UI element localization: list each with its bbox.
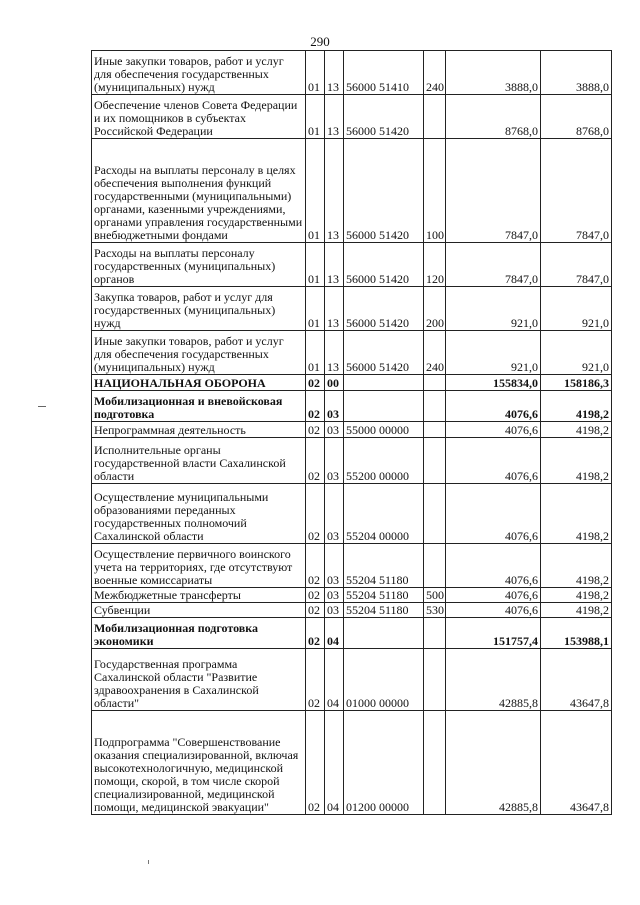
row-amount-year2: 153988,1 [541,618,612,649]
row-name: Государственная программа Сахалинской области "Развитие здравоохранения в Сахалинской области" [92,649,306,711]
row-amount-year2: 4198,2 [541,588,612,603]
row-expense-type [424,711,446,815]
row-expense-type [424,422,446,438]
row-amount-year2: 4198,2 [541,603,612,618]
row-amount-year1: 921,0 [446,331,541,375]
row-name: Мобилизационная подготовка экономики [92,618,306,649]
row-amount-year1: 3888,0 [446,51,541,95]
row-amount-year2: 4198,2 [541,391,612,422]
table-row [92,95,612,139]
row-amount-year1: 42885,8 [446,649,541,711]
row-amount-year2: 158186,3 [541,375,612,391]
row-target-article [344,391,424,422]
row-amount-year2: 3888,0 [541,51,612,95]
row-name: Осуществление муниципальными образованиями переданных государственных полномочий Сахалинской области [92,484,306,544]
row-expense-type [424,649,446,711]
row-target-article: 01200 00000 [344,711,424,815]
table-row [92,618,612,649]
row-subsection-code: 04 [325,618,344,649]
row-section-code: 02 [306,484,325,544]
row-amount-year2: 4198,2 [541,484,612,544]
row-subsection-code: 13 [325,95,344,139]
row-amount-year1: 151757,4 [446,618,541,649]
row-section-code: 01 [306,331,325,375]
row-expense-type [424,618,446,649]
row-section-code: 02 [306,438,325,484]
budget-table-body [92,51,612,815]
row-subsection-code: 04 [325,711,344,815]
row-subsection-code: 03 [325,484,344,544]
row-section-code: 02 [306,422,325,438]
row-name: Закупка товаров, работ и услуг для государственных (муниципальных) нужд [92,287,306,331]
row-section-code: 02 [306,618,325,649]
row-subsection-code: 03 [325,391,344,422]
row-section-code: 02 [306,603,325,618]
row-target-article: 55000 00000 [344,422,424,438]
row-name: Обеспечение членов Совета Федерации и их помощников в субъектах Российской Федерации [92,95,306,139]
scan-mark [38,406,46,407]
row-section-code: 02 [306,544,325,588]
row-name: Расходы на выплаты персоналу в целях обеспечения выполнения функций государственными (муниципальными) органами, казенными учреждениями, органами управления государственными внебюджетными фондами [92,139,306,243]
row-amount-year2: 921,0 [541,331,612,375]
row-amount-year1: 7847,0 [446,139,541,243]
row-expense-type: 500 [424,588,446,603]
row-section-code: 02 [306,649,325,711]
row-section-code: 02 [306,588,325,603]
row-target-article: 55204 51180 [344,588,424,603]
row-target-article: 56000 51420 [344,139,424,243]
row-amount-year1: 8768,0 [446,95,541,139]
table-row [92,243,612,287]
row-subsection-code: 13 [325,287,344,331]
row-amount-year2: 8768,0 [541,95,612,139]
row-section-code: 01 [306,95,325,139]
page-number: 290 [310,34,330,49]
row-name: Субвенции [92,603,306,618]
table-row [92,588,612,603]
row-amount-year1: 921,0 [446,287,541,331]
row-subsection-code: 03 [325,438,344,484]
table-row [92,603,612,618]
row-target-article: 56000 51420 [344,95,424,139]
row-name: Исполнительные органы государственной власти Сахалинской области [92,438,306,484]
row-amount-year2: 4198,2 [541,544,612,588]
row-amount-year2: 4198,2 [541,438,612,484]
row-amount-year1: 7847,0 [446,243,541,287]
row-section-code: 02 [306,711,325,815]
row-expense-type [424,95,446,139]
row-expense-type: 240 [424,331,446,375]
row-subsection-code: 04 [325,649,344,711]
row-section-code: 02 [306,391,325,422]
row-amount-year2: 4198,2 [541,422,612,438]
row-expense-type [424,391,446,422]
row-expense-type: 200 [424,287,446,331]
table-row [92,375,612,391]
row-name: Непрограммная деятельность [92,422,306,438]
table-row [92,51,612,95]
row-expense-type: 240 [424,51,446,95]
row-amount-year2: 921,0 [541,287,612,331]
row-amount-year2: 7847,0 [541,243,612,287]
row-expense-type: 120 [424,243,446,287]
row-expense-type [424,438,446,484]
row-target-article [344,375,424,391]
row-name: Межбюджетные трансферты [92,588,306,603]
row-target-article: 55204 51180 [344,544,424,588]
table-row [92,331,612,375]
row-amount-year1: 4076,6 [446,484,541,544]
budget-table [91,50,612,815]
row-subsection-code: 03 [325,544,344,588]
table-row [92,139,612,243]
row-amount-year1: 4076,6 [446,603,541,618]
table-row [92,544,612,588]
row-amount-year1: 42885,8 [446,711,541,815]
table-row [92,649,612,711]
row-subsection-code: 03 [325,603,344,618]
row-amount-year1: 4076,6 [446,438,541,484]
row-expense-type [424,375,446,391]
table-row [92,287,612,331]
row-amount-year1: 4076,6 [446,588,541,603]
row-subsection-code: 13 [325,51,344,95]
row-name: Осуществление первичного воинского учета на территориях, где отсутствуют военные комиссариаты [92,544,306,588]
row-subsection-code: 03 [325,422,344,438]
row-section-code: 01 [306,51,325,95]
row-name: Мобилизационная и вневойсковая подготовка [92,391,306,422]
table-row [92,391,612,422]
row-target-article: 55200 00000 [344,438,424,484]
row-target-article: 56000 51420 [344,287,424,331]
table-row [92,484,612,544]
row-section-code: 01 [306,139,325,243]
row-name: Иные закупки товаров, работ и услуг для обеспечения государственных (муниципальных) нужд [92,331,306,375]
row-target-article: 56000 51420 [344,331,424,375]
table-row [92,422,612,438]
row-amount-year2: 43647,8 [541,649,612,711]
row-amount-year1: 4076,6 [446,391,541,422]
row-target-article: 56000 51410 [344,51,424,95]
row-amount-year2: 7847,0 [541,139,612,243]
row-amount-year1: 155834,0 [446,375,541,391]
row-amount-year1: 4076,6 [446,544,541,588]
row-expense-type [424,544,446,588]
row-subsection-code: 13 [325,243,344,287]
row-expense-type: 530 [424,603,446,618]
row-target-article: 01000 00000 [344,649,424,711]
row-name: Расходы на выплаты персоналу государственных (муниципальных) органов [92,243,306,287]
row-target-article: 55204 51180 [344,603,424,618]
scan-dot [148,860,149,864]
row-name: Подпрограмма "Совершенствование оказания специализированной, включая высокотехнологичную, медицинской помощи, скорой, в том числе скорой специализированной, медицинской помощи, медицинской эвакуации" [92,711,306,815]
row-target-article: 55204 00000 [344,484,424,544]
row-target-article: 56000 51420 [344,243,424,287]
row-section-code: 02 [306,375,325,391]
row-name: НАЦИОНАЛЬНАЯ ОБОРОНА [92,375,306,391]
row-expense-type [424,484,446,544]
row-expense-type: 100 [424,139,446,243]
row-subsection-code: 13 [325,331,344,375]
row-subsection-code: 03 [325,588,344,603]
row-name: Иные закупки товаров, работ и услуг для обеспечения государственных (муниципальных) нужд [92,51,306,95]
row-subsection-code: 00 [325,375,344,391]
table-row [92,438,612,484]
row-amount-year1: 4076,6 [446,422,541,438]
row-section-code: 01 [306,287,325,331]
row-section-code: 01 [306,243,325,287]
row-target-article [344,618,424,649]
row-subsection-code: 13 [325,139,344,243]
table-row [92,711,612,815]
row-amount-year2: 43647,8 [541,711,612,815]
